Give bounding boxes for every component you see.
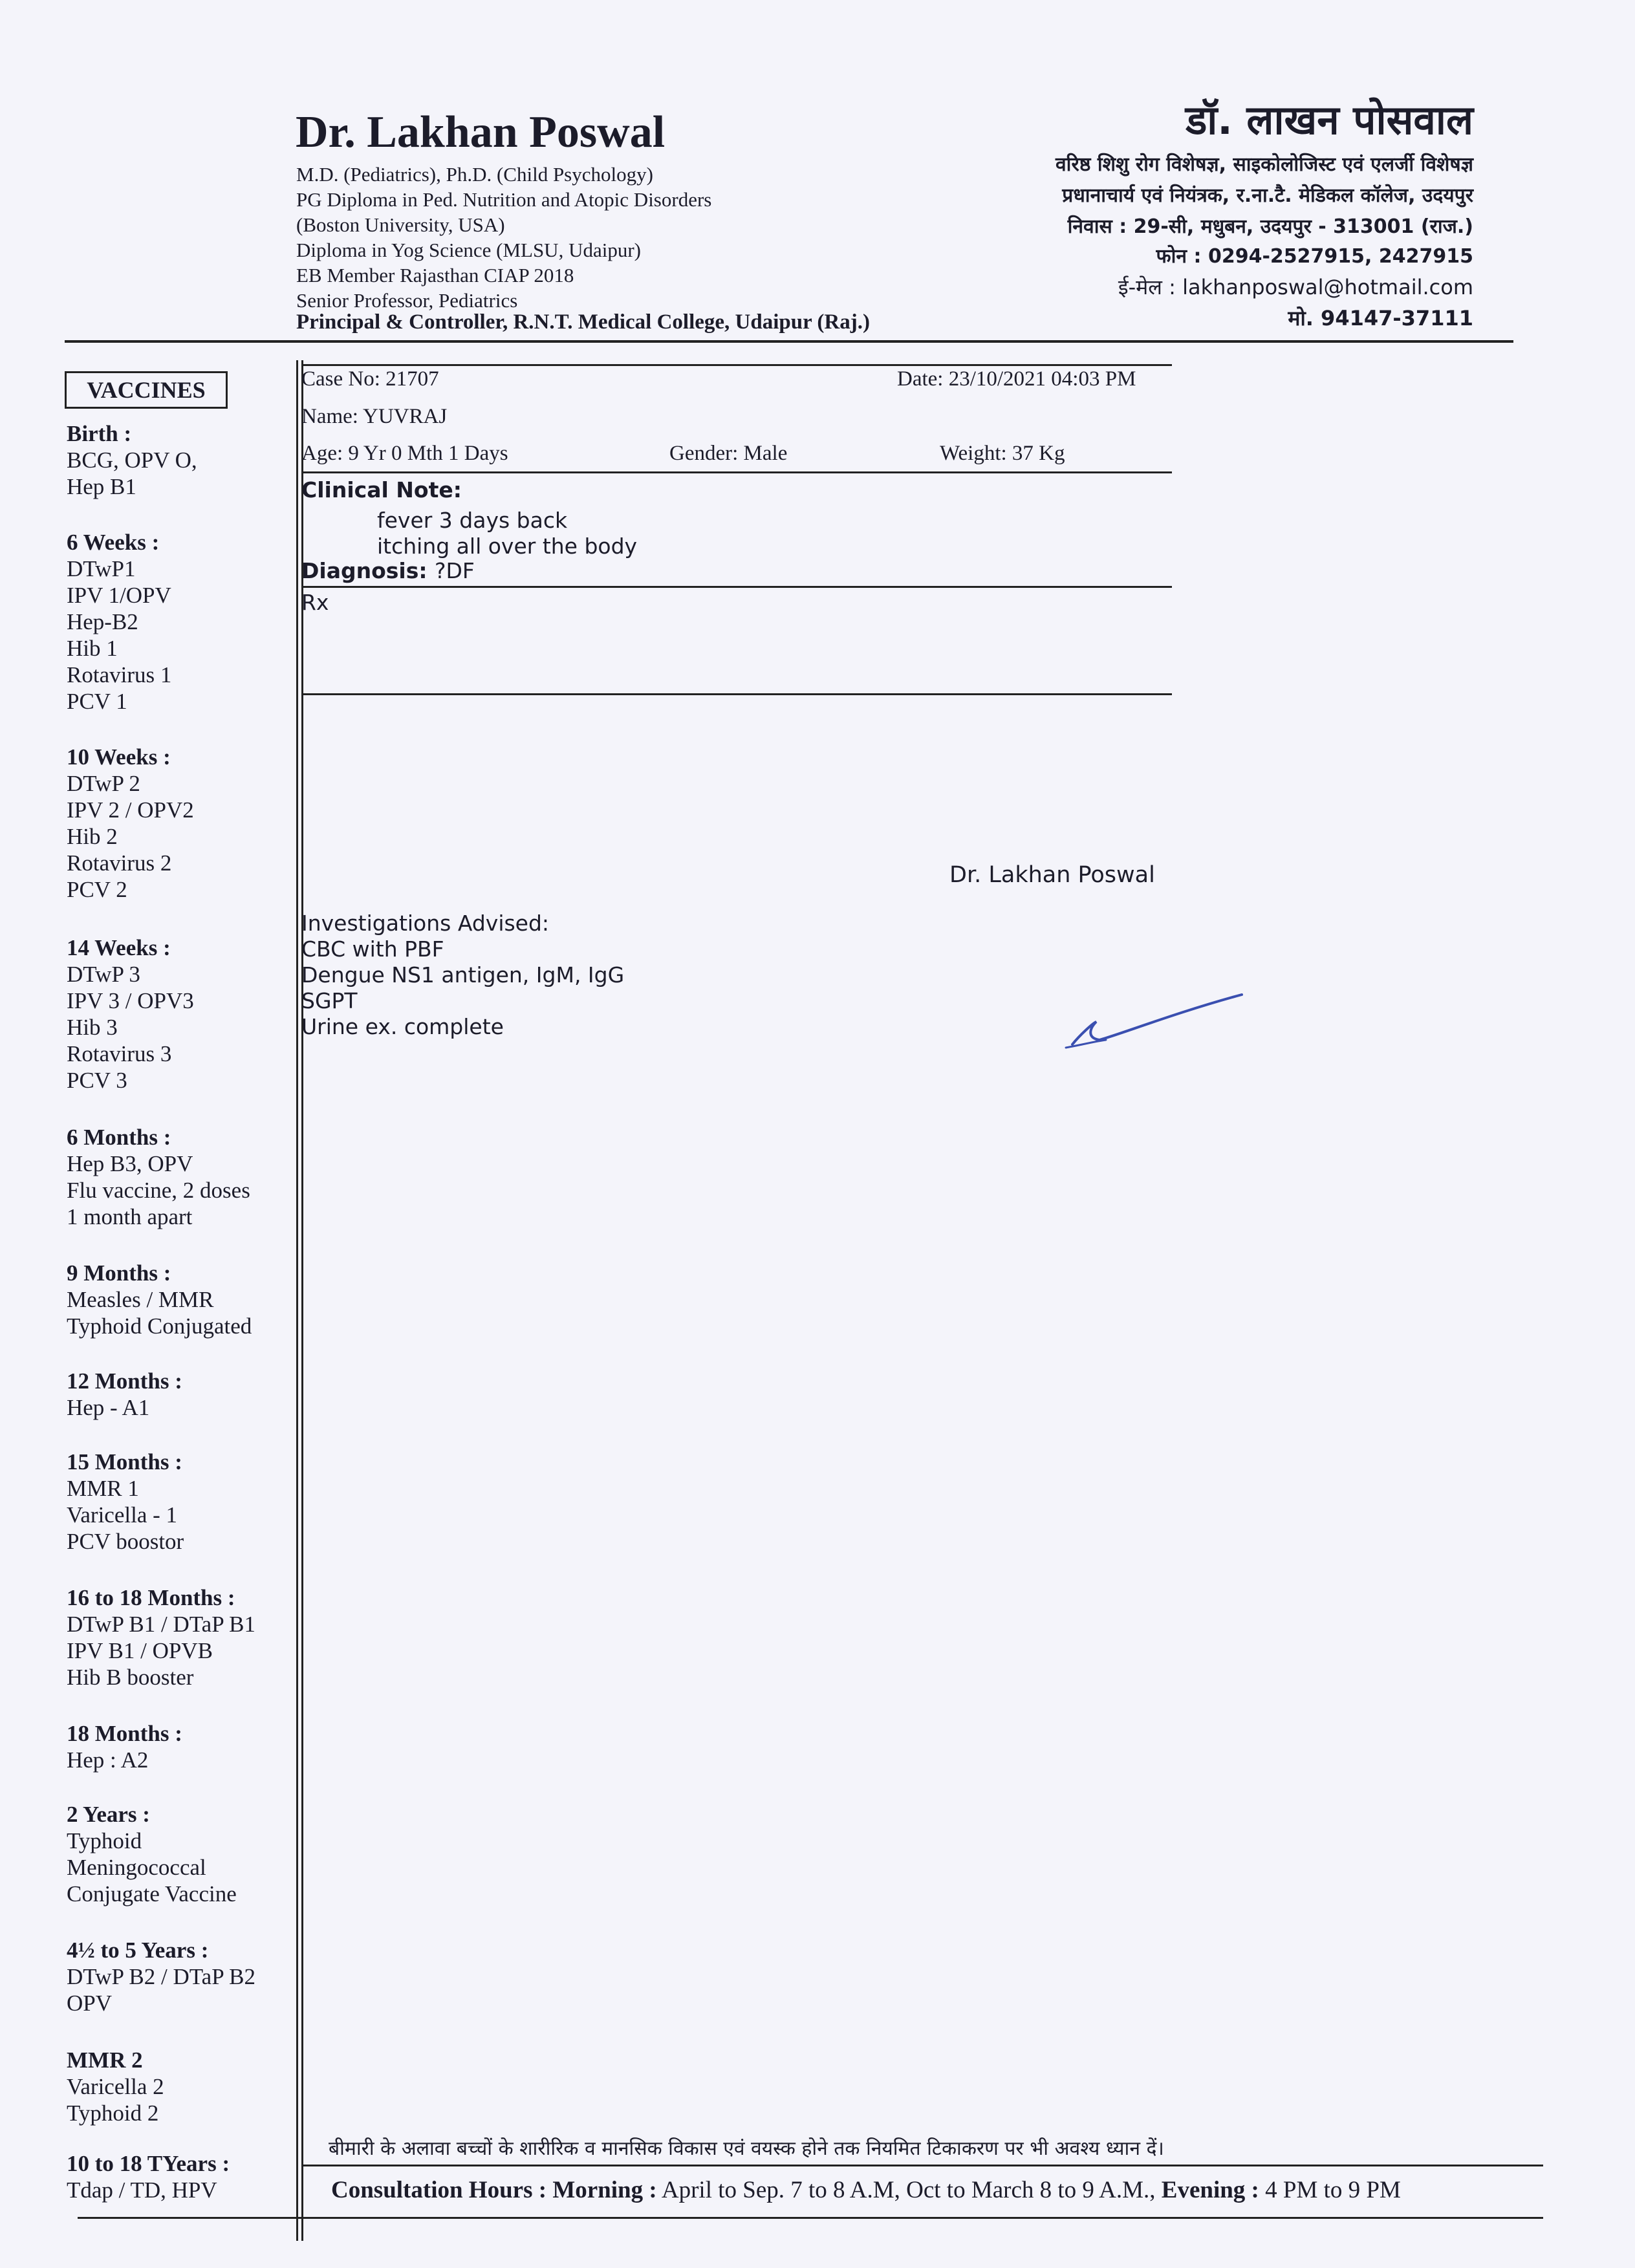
patient-age: Age: 9 Yr 0 Mth 1 Days bbox=[301, 442, 508, 465]
vaccine-item: Hib 1 bbox=[67, 636, 118, 661]
vaccine-item: PCV 1 bbox=[67, 689, 127, 714]
vaccine-heading: 6 Weeks : bbox=[67, 530, 160, 555]
hindi-mobile: मो. 94147-37111 bbox=[1288, 306, 1473, 330]
vaccine-item: Varicella - 1 bbox=[67, 1502, 178, 1528]
clinical-note-label: Clinical Note: bbox=[301, 477, 462, 502]
consultation-hours bbox=[331, 2176, 1401, 2204]
vaccine-item: Hep B1 bbox=[67, 474, 136, 499]
vaccine-section bbox=[67, 1449, 184, 1555]
hours-label: Consultation Hours : bbox=[331, 2177, 547, 2203]
diagnosis-rule bbox=[301, 586, 1172, 588]
principal-line: Principal & Controller, R.N.T. Medical College, Udaipur (Raj.) bbox=[296, 310, 870, 334]
vaccine-item: Rotavirus 1 bbox=[67, 662, 172, 687]
vaccine-item: Rotavirus 2 bbox=[67, 850, 172, 876]
vaccine-item: Hib B booster bbox=[67, 1665, 194, 1690]
vaccine-heading: 2 Years : bbox=[67, 1802, 150, 1827]
vaccine-section bbox=[67, 934, 194, 1094]
vaccine-item: Hep : A2 bbox=[67, 1747, 149, 1773]
vaccine-heading: 12 Months : bbox=[67, 1368, 182, 1394]
vaccine-heading: 18 Months : bbox=[67, 1721, 182, 1746]
vaccine-item: IPV 2 / OPV2 bbox=[67, 797, 194, 823]
vaccine-heading: 10 to 18 TYears : bbox=[67, 2151, 230, 2176]
vaccine-section bbox=[67, 1801, 237, 1907]
rx-rule bbox=[301, 693, 1172, 695]
vaccine-section bbox=[67, 744, 194, 903]
vaccine-item: Hep - A1 bbox=[67, 1395, 150, 1420]
vaccine-item: MMR 1 bbox=[67, 1476, 139, 1501]
vaccine-item: OPV bbox=[67, 1991, 113, 2016]
vaccine-item: Meningococcal bbox=[67, 1855, 206, 1880]
vaccine-section bbox=[67, 529, 171, 715]
vaccine-item: Typhoid 2 bbox=[67, 2101, 159, 2126]
vaccine-item: Typhoid Conjugated bbox=[67, 1313, 252, 1339]
vaccines-title: VACCINES bbox=[65, 371, 228, 409]
visit-date: Date: 23/10/2021 04:03 PM bbox=[897, 367, 1136, 391]
hindi-doctor-name: डॉ. लाखन पोसवाल bbox=[1186, 96, 1473, 144]
diagnosis-value: ?DF bbox=[435, 558, 475, 583]
credential-line: (Boston University, USA) bbox=[296, 213, 505, 236]
vaccine-heading: 4½ to 5 Years : bbox=[67, 1938, 209, 1963]
vaccine-section bbox=[67, 1937, 255, 2016]
vaccine-item: Hib 2 bbox=[67, 824, 118, 849]
vaccine-item: IPV B1 / OPVB bbox=[67, 1638, 213, 1663]
hindi-phone: फोन : 0294-2527915, 2427915 bbox=[1156, 245, 1473, 268]
vaccine-item: DTwP B1 / DTaP B1 bbox=[67, 1612, 255, 1637]
clinical-note-line: fever 3 days back bbox=[377, 508, 568, 533]
patient-bottom-rule bbox=[301, 471, 1172, 473]
morning-hours: April to Sep. 7 to 8 A.M, Oct to March 8 to 9 A.M., bbox=[661, 2177, 1156, 2203]
vaccine-heading: 10 Weeks : bbox=[67, 744, 171, 770]
vaccine-item: PCV 3 bbox=[67, 1068, 127, 1093]
footer-top-rule bbox=[301, 2165, 1543, 2166]
investigations-label: Investigations Advised: bbox=[301, 911, 550, 936]
patient-gender: Gender: Male bbox=[669, 442, 788, 465]
credential-line: PG Diploma in Ped. Nutrition and Atopic Disorders bbox=[296, 188, 712, 211]
footer-bottom-rule bbox=[78, 2217, 1543, 2219]
vaccine-item: DTwP B2 / DTaP B2 bbox=[67, 1964, 255, 1989]
vaccine-heading: 16 to 18 Months : bbox=[67, 1585, 235, 1610]
vaccine-heading: 14 Weeks : bbox=[67, 935, 171, 960]
morning-label: Morning : bbox=[552, 2177, 657, 2203]
vaccine-section bbox=[67, 1368, 182, 1421]
vaccine-item: Conjugate Vaccine bbox=[67, 1881, 237, 1906]
hindi-title-line: प्रधानाचार्य एवं नियंत्रक, र.ना.टै. मेडिकल कॉलेज, उदयपुर bbox=[1062, 184, 1473, 207]
vaccine-heading: MMR 2 bbox=[67, 2047, 143, 2073]
vaccine-section bbox=[67, 2150, 230, 2203]
vaccine-item: PCV 2 bbox=[67, 877, 127, 902]
vaccine-section bbox=[67, 1124, 250, 1230]
left-column-divider-inner bbox=[301, 360, 303, 2241]
investigation-item: SGPT bbox=[301, 988, 358, 1013]
vaccine-heading: 9 Months : bbox=[67, 1260, 171, 1286]
vaccine-item: DTwP 3 bbox=[67, 962, 140, 987]
footer-hindi-note: बीमारी के अलावा बच्चों के शारीरिक व मानसिक विकास एवं वयस्क होने तक नियमित टिकाकरण पर भी अवश्य ध्यान दें। bbox=[329, 2137, 1164, 2160]
vaccine-item: Tdap / TD, HPV bbox=[67, 2177, 217, 2203]
vaccine-section bbox=[67, 2047, 164, 2126]
hindi-address: निवास : 29-सी, मधुबन, उदयपुर - 313001 (राज.) bbox=[1067, 215, 1473, 238]
credential-line: Senior Professor, Pediatrics bbox=[296, 289, 518, 312]
vaccine-item: DTwP1 bbox=[67, 556, 136, 581]
vaccine-heading: 6 Months : bbox=[67, 1125, 171, 1150]
vaccine-section bbox=[67, 1260, 252, 1339]
vaccine-item: Hep-B2 bbox=[67, 609, 138, 634]
clinical-note-line: itching all over the body bbox=[377, 534, 638, 559]
signature-scribble bbox=[1061, 977, 1255, 1054]
header-divider bbox=[65, 340, 1513, 343]
case-number: Case No: 21707 bbox=[301, 367, 439, 391]
vaccine-heading: Birth : bbox=[67, 421, 132, 446]
investigation-item: Dengue NS1 antigen, IgM, IgG bbox=[301, 962, 625, 988]
signature-name: Dr. Lakhan Poswal bbox=[949, 862, 1155, 888]
vaccine-item: Hib 3 bbox=[67, 1015, 118, 1040]
diagnosis-label: Diagnosis: bbox=[301, 558, 428, 583]
vaccine-section bbox=[67, 1584, 255, 1690]
patient-name: Name: YUVRAJ bbox=[301, 405, 448, 428]
vaccine-item: PCV boostor bbox=[67, 1529, 184, 1554]
vaccine-item: BCG, OPV O, bbox=[67, 448, 197, 473]
vaccine-item: Hep B3, OPV bbox=[67, 1151, 193, 1176]
hindi-email: ई-मेल : lakhanposwal@hotmail.com bbox=[1118, 275, 1473, 299]
evening-hours: 4 PM to 9 PM bbox=[1265, 2177, 1401, 2203]
vaccine-item: DTwP 2 bbox=[67, 771, 140, 796]
credential-line: Diploma in Yog Science (MLSU, Udaipur) bbox=[296, 239, 641, 261]
investigation-item: CBC with PBF bbox=[301, 936, 444, 962]
credential-line: EB Member Rajasthan CIAP 2018 bbox=[296, 264, 574, 286]
investigation-item: Urine ex. complete bbox=[301, 1014, 504, 1039]
vaccine-section bbox=[67, 1720, 182, 1773]
vaccine-item: IPV 3 / OPV3 bbox=[67, 988, 194, 1013]
hindi-title-line: वरिष्ठ शिशु रोग विशेषज्ञ, साइकोलोजिस्ट एवं एलर्जी विशेषज्ञ bbox=[1056, 153, 1473, 176]
patient-top-rule bbox=[301, 364, 1172, 366]
vaccine-section bbox=[67, 420, 197, 500]
doctor-name: Dr. Lakhan Poswal bbox=[296, 107, 666, 157]
vaccine-item: Typhoid bbox=[67, 1828, 142, 1853]
left-column-divider bbox=[296, 360, 298, 2241]
vaccine-item: Measles / MMR bbox=[67, 1287, 214, 1312]
vaccine-item: 1 month apart bbox=[67, 1204, 193, 1229]
vaccine-item: Varicella 2 bbox=[67, 2074, 164, 2099]
vaccine-heading: 15 Months : bbox=[67, 1449, 182, 1474]
credential-line: M.D. (Pediatrics), Ph.D. (Child Psychology) bbox=[296, 163, 653, 186]
vaccine-item: Rotavirus 3 bbox=[67, 1041, 172, 1066]
rx-label: Rx bbox=[301, 590, 329, 615]
evening-label: Evening : bbox=[1161, 2177, 1259, 2203]
patient-weight: Weight: 37 Kg bbox=[940, 442, 1065, 465]
vaccine-item: IPV 1/OPV bbox=[67, 583, 171, 608]
vaccine-item: Flu vaccine, 2 doses bbox=[67, 1178, 250, 1203]
